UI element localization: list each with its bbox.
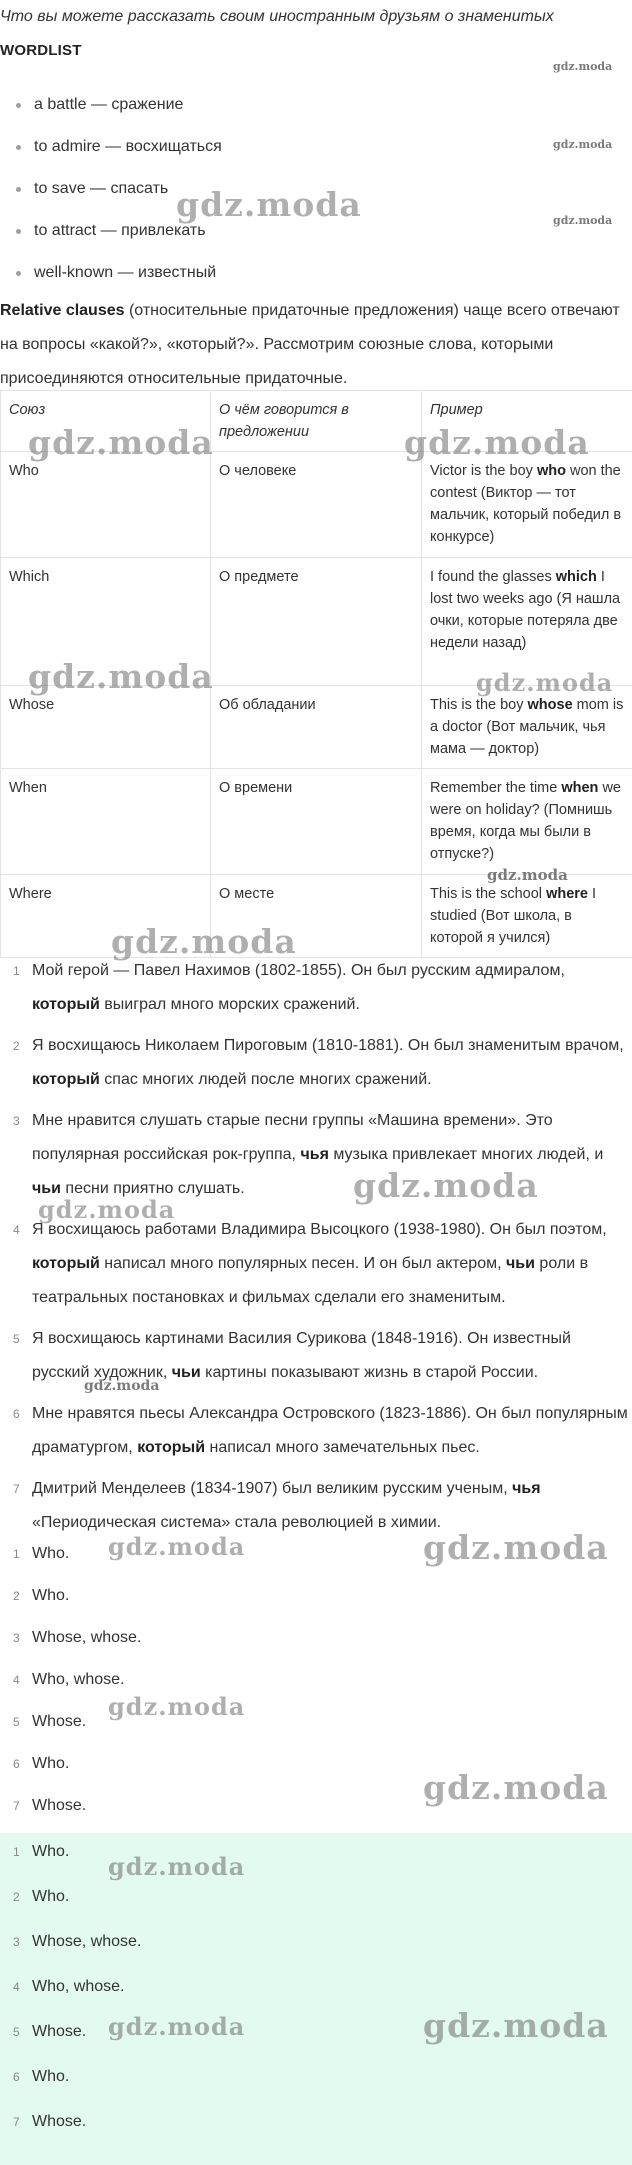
example-text: mom is a doctor (Вот мальчик, чья мама — доктор) bbox=[430, 697, 624, 757]
table-row bbox=[1, 558, 632, 686]
example-text: I studied (Вот школа, в которой я учился) bbox=[430, 886, 597, 946]
highlighted-answer-number: 2 bbox=[13, 1890, 20, 1904]
sentence-number: 5 bbox=[13, 1332, 20, 1346]
watermark: gdz.moda bbox=[476, 668, 614, 697]
cell-about: О предмете bbox=[211, 558, 422, 686]
highlighted-answer-text: Whose. bbox=[32, 2023, 87, 2040]
wordlist-heading: WORDLIST bbox=[0, 42, 82, 59]
cell-about: Об обладании bbox=[211, 686, 422, 769]
table-header-row bbox=[1, 391, 632, 452]
table-row bbox=[1, 686, 632, 769]
example-keyword: who bbox=[536, 463, 566, 479]
highlighted-answer-number: 1 bbox=[13, 1845, 20, 1859]
cell-example bbox=[422, 875, 632, 958]
wordlist-item: well-known — известный bbox=[14, 258, 614, 300]
relative-word: который bbox=[32, 1255, 100, 1272]
sentence-text: написал много популярных песен. И он был актером, bbox=[99, 1255, 506, 1272]
table-header-about: О чём говорится в предложении bbox=[211, 391, 422, 452]
sentence-item bbox=[0, 1213, 632, 1315]
sentence-text: выиграл много морских сражений. bbox=[99, 996, 360, 1013]
answer-number: 4 bbox=[13, 1673, 20, 1687]
answer-number: 3 bbox=[13, 1631, 20, 1645]
highlighted-answer-item bbox=[0, 2062, 632, 2107]
cell-about: О месте bbox=[211, 875, 422, 958]
watermark: gdz.moda bbox=[404, 423, 590, 462]
table-header-conj: Союз bbox=[1, 391, 211, 452]
highlighted-answer-item bbox=[0, 2107, 632, 2152]
watermark: gdz.moda bbox=[176, 185, 362, 224]
relative-word: который bbox=[137, 1439, 206, 1456]
example-text: Remember the time bbox=[430, 780, 562, 796]
answer-text: Who. bbox=[32, 1587, 70, 1604]
answer-item bbox=[0, 1623, 632, 1665]
sentence-item bbox=[0, 1104, 632, 1206]
watermark: gdz.moda bbox=[108, 2012, 246, 2041]
cell-conj: When bbox=[1, 769, 211, 875]
sentence-item bbox=[0, 1397, 632, 1465]
watermark: gdz.moda bbox=[423, 1528, 609, 1567]
wordlist-item: to attract — привлекать bbox=[14, 216, 614, 258]
highlighted-answer-number: 4 bbox=[13, 1980, 20, 1994]
sentence-number: 4 bbox=[13, 1223, 20, 1237]
answer-text: Whose, whose. bbox=[32, 1629, 142, 1646]
page-title: Что вы можете рассказать своим иностранным друзьям о знаменитых bbox=[0, 8, 554, 25]
highlighted-answer-text: Who, whose. bbox=[32, 1978, 125, 1995]
sentence-text: песни приятно слушать. bbox=[60, 1180, 245, 1197]
answer-text: Whose. bbox=[32, 1797, 87, 1814]
example-keyword: which bbox=[555, 569, 597, 585]
sentence-number: 2 bbox=[13, 1039, 20, 1053]
answer-item bbox=[0, 1581, 632, 1623]
watermark: gdz.moda bbox=[487, 866, 568, 884]
watermark: gdz.moda bbox=[28, 657, 214, 696]
example-text: Victor is the boy bbox=[430, 463, 537, 479]
answer-number: 7 bbox=[13, 1799, 20, 1813]
answer-text: Who. bbox=[32, 1545, 70, 1562]
example-text: This is the school bbox=[430, 886, 547, 902]
sentence-text: «Периодическая система» стала революцией в химии. bbox=[32, 1514, 442, 1531]
sentence-text: Я восхищаюсь Николаем Пироговым (1810-1881). Он был знаменитым врачом, bbox=[32, 1037, 624, 1054]
relative-word: чья bbox=[300, 1146, 329, 1163]
wordlist-item: a battle — сражение bbox=[14, 90, 614, 132]
watermark: gdz.moda bbox=[553, 214, 613, 227]
watermark: gdz.moda bbox=[108, 1852, 246, 1881]
sentence-text: роли в театральных постановках и фильмах сделали его знаменитым. bbox=[32, 1255, 589, 1306]
sentence-text: картины показывают жизнь в старой России. bbox=[200, 1364, 539, 1381]
highlighted-answer-list bbox=[0, 1833, 632, 2152]
watermark: gdz.moda bbox=[108, 1532, 246, 1561]
cell-conj: Where bbox=[1, 875, 211, 958]
answer-item bbox=[0, 1749, 632, 1791]
cell-example bbox=[422, 452, 632, 558]
cell-example bbox=[422, 558, 632, 686]
answer-number: 2 bbox=[13, 1589, 20, 1603]
cell-about: О времени bbox=[211, 769, 422, 875]
sentence-text: написал много замечательных пьес. bbox=[205, 1439, 480, 1456]
watermark: gdz.moda bbox=[111, 922, 297, 961]
answer-number: 1 bbox=[13, 1547, 20, 1561]
answer-text: Whose. bbox=[32, 1713, 87, 1730]
relative-clauses-table bbox=[0, 390, 632, 958]
watermark: gdz.moda bbox=[423, 2006, 609, 2045]
wordlist-item: to admire — восхищаться bbox=[14, 132, 614, 174]
highlighted-answer-text: Whose. bbox=[32, 2113, 87, 2130]
sentence-item bbox=[0, 1322, 632, 1390]
highlighted-answer-number: 7 bbox=[13, 2115, 20, 2129]
highlighted-answer-number: 6 bbox=[13, 2070, 20, 2084]
example-keyword: when bbox=[561, 780, 599, 796]
answer-number: 6 bbox=[13, 1757, 20, 1771]
relative-word: чьи bbox=[32, 1180, 61, 1197]
table-row bbox=[1, 452, 632, 558]
watermark: gdz.moda bbox=[28, 423, 214, 462]
relative-word: который bbox=[32, 1071, 100, 1088]
sentence-text: спас многих людей после многих сражений. bbox=[99, 1071, 432, 1088]
sentence-text: Мне нравятся пьесы Александра Островского (1823-1886). Он был популярным драматургом, bbox=[32, 1405, 628, 1456]
answer-item bbox=[0, 1707, 632, 1749]
answer-list bbox=[0, 1539, 632, 1833]
cell-about: О человеке bbox=[211, 452, 422, 558]
watermark: gdz.moda bbox=[108, 1692, 246, 1721]
example-keyword: whose bbox=[527, 697, 573, 713]
sentence-number: 7 bbox=[13, 1482, 20, 1496]
highlighted-answer-item bbox=[0, 1837, 632, 1882]
highlighted-answer-text: Who. bbox=[32, 1888, 70, 1905]
sentence-text: Я восхищаюсь работами Владимира Высоцкого (1938-1980). Он был поэтом, bbox=[32, 1221, 607, 1238]
answer-item bbox=[0, 1539, 632, 1581]
highlighted-answer-text: Who. bbox=[32, 2068, 70, 2085]
sentence-number: 3 bbox=[13, 1114, 20, 1128]
cell-conj: Which bbox=[1, 558, 211, 686]
answer-item bbox=[0, 1665, 632, 1707]
example-text: I lost two weeks ago (Я нашла очки, которые потеряла две недели назад) bbox=[430, 569, 621, 651]
sentence-text: Я восхищаюсь картинами Василия Сурикова (1848-1916). Он известный русский художник, bbox=[32, 1330, 571, 1381]
table-row bbox=[1, 769, 632, 875]
watermark: gdz.moda bbox=[38, 1195, 176, 1224]
sentence-item bbox=[0, 954, 632, 1022]
sentence-text: Мой герой — Павел Нахимов (1802-1855). Он был русским адмиралом, bbox=[32, 962, 565, 979]
sentence-text: Мне нравится слушать старые песни группы «Машина времени». Это популярная российская рок-группа, bbox=[32, 1112, 553, 1163]
wordlist bbox=[14, 90, 614, 300]
sentence-item bbox=[0, 1472, 632, 1540]
example-text: This is the boy bbox=[430, 697, 528, 713]
watermark: gdz.moda bbox=[84, 1378, 160, 1394]
watermark: gdz.moda bbox=[553, 60, 613, 73]
sentence-number: 1 bbox=[13, 964, 20, 978]
highlighted-answer-item bbox=[0, 1882, 632, 1927]
cell-conj: Who bbox=[1, 452, 211, 558]
example-text: I found the glasses bbox=[430, 569, 556, 585]
sentence-number: 6 bbox=[13, 1407, 20, 1421]
cell-conj: Whose bbox=[1, 686, 211, 769]
highlighted-answer-text: Who. bbox=[32, 1843, 70, 1860]
relative-word: чья bbox=[512, 1480, 541, 1497]
relative-word: который bbox=[32, 996, 100, 1013]
relative-word: чьи bbox=[506, 1255, 535, 1272]
example-text: we were on holiday? (Помнишь время, когда мы были в отпуске?) bbox=[430, 780, 621, 862]
highlighted-answer-item bbox=[0, 1927, 632, 1972]
wordlist-item: to save — спасать bbox=[14, 174, 614, 216]
example-text: won the contest (Виктор — тот мальчик, который победил в конкурсе) bbox=[430, 463, 622, 545]
highlighted-answer-text: Whose, whose. bbox=[32, 1933, 142, 1950]
highlighted-answer-item bbox=[0, 2017, 632, 2062]
table-header-example: Пример bbox=[422, 391, 632, 452]
highlighted-answer-item bbox=[0, 1972, 632, 2017]
relative-word: чьи bbox=[171, 1364, 201, 1381]
answer-text: Who. bbox=[32, 1755, 70, 1772]
watermark: gdz.moda bbox=[353, 1166, 539, 1205]
answer-number: 5 bbox=[13, 1715, 20, 1729]
cell-example bbox=[422, 686, 632, 769]
answer-item bbox=[0, 1791, 632, 1833]
cell-example bbox=[422, 769, 632, 875]
sentence-text: Дмитрий Менделеев (1834-1907) был великим русским ученым, bbox=[32, 1480, 513, 1497]
highlighted-answer-number: 3 bbox=[13, 1935, 20, 1949]
answer-text: Who, whose. bbox=[32, 1671, 125, 1688]
highlighted-answer-number: 5 bbox=[13, 2025, 20, 2039]
intro-term: Relative clauses bbox=[0, 302, 125, 319]
watermark: gdz.moda bbox=[423, 1768, 609, 1807]
intro-text: (относительные придаточные предложения) чаще всего отвечают на вопросы «какой?», «который?». Рассмотрим союзные слова, которыми присоединяются относительные придаточные. bbox=[0, 302, 620, 387]
example-keyword: where bbox=[546, 886, 588, 902]
watermark: gdz.moda bbox=[553, 138, 613, 151]
table-row bbox=[1, 875, 632, 958]
sentence-list bbox=[0, 954, 632, 1547]
sentence-text: музыка привлекает многих людей, и bbox=[328, 1146, 604, 1163]
sentence-item bbox=[0, 1029, 632, 1097]
intro-paragraph bbox=[0, 294, 632, 396]
